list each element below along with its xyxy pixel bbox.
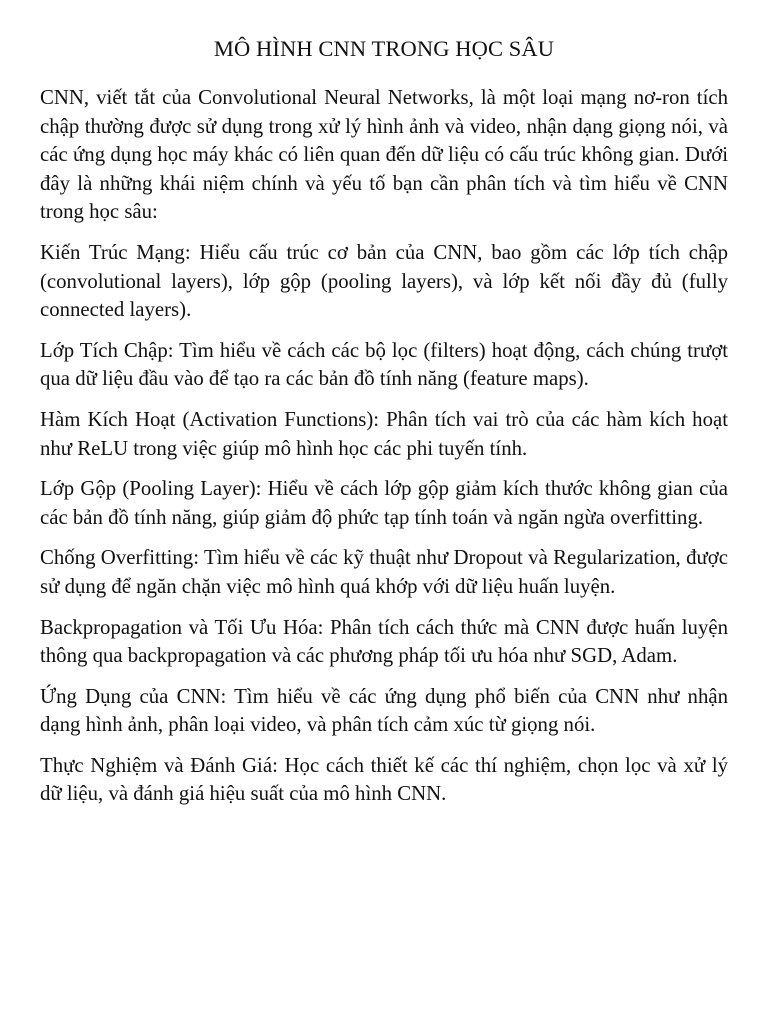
paragraph-convolution-layer: Lớp Tích Chập: Tìm hiểu về cách các bộ lọc (filters) hoạt động, cách chúng trượt qua dữ liệu đầu vào để tạo ra các bản đồ tính năng (feature maps). (40, 338, 728, 391)
intro-paragraph: CNN, viết tắt của Convolutional Neural Networks, là một loại mạng nơ-ron tích chập thường được sử dụng trong xử lý hình ảnh và video, nhận dạng giọng nói, và các ứng dụng học máy khác có liên quan đến dữ liệu có cấu trúc không gian. Dưới đây là những khái niệm chính và yếu tố bạn cần phân tích và tìm hiểu về CNN trong học sâu: (40, 86, 728, 224)
paragraph-overfitting: Chống Overfitting: Tìm hiểu về các kỹ thuật như Dropout và Regularization, được sử dụng để ngăn chặn việc mô hình quá khớp với dữ liệu huấn luyện. (40, 546, 728, 598)
document-body (40, 84, 728, 821)
paragraph-experiments: Thực Nghiệm và Đánh Giá: Học cách thiết kế các thí nghiệm, chọn lọc và xử lý dữ liệu, và đánh giá hiệu suất của mô hình CNN. (40, 753, 728, 806)
paragraph-applications: Ứng Dụng của CNN: Tìm hiểu về các ứng dụng phổ biến của CNN như nhận dạng hình ảnh, phân loại video, và phân tích cảm xúc từ giọng nói. (40, 684, 728, 737)
paragraph-network-architecture: Kiến Trúc Mạng: Hiểu cấu trúc cơ bản của CNN, bao gồm các lớp tích chập (convolutional layers), lớp gộp (pooling layers), và lớp kết nối đầy đủ (fully connected layers). (40, 240, 728, 322)
paragraph-backpropagation: Backpropagation và Tối Ưu Hóa: Phân tích cách thức mà CNN được huấn luyện thông qua backpropagation và các phương pháp tối ưu hóa như SGD, Adam. (40, 615, 728, 668)
document-title: MÔ HÌNH CNN TRONG HỌC SÂU (213, 36, 555, 61)
paragraph-activation-functions: Hàm Kích Hoạt (Activation Functions): Phân tích vai trò của các hàm kích hoạt như ReLU trong việc giúp mô hình học các phi tuyến tính. (40, 407, 728, 460)
paragraph-pooling-layer: Lớp Gộp (Pooling Layer): Hiểu về cách lớp gộp giảm kích thước không gian của các bản đồ tính năng, giúp giảm độ phức tạp tính toán và ngăn ngừa overfitting. (40, 477, 728, 529)
